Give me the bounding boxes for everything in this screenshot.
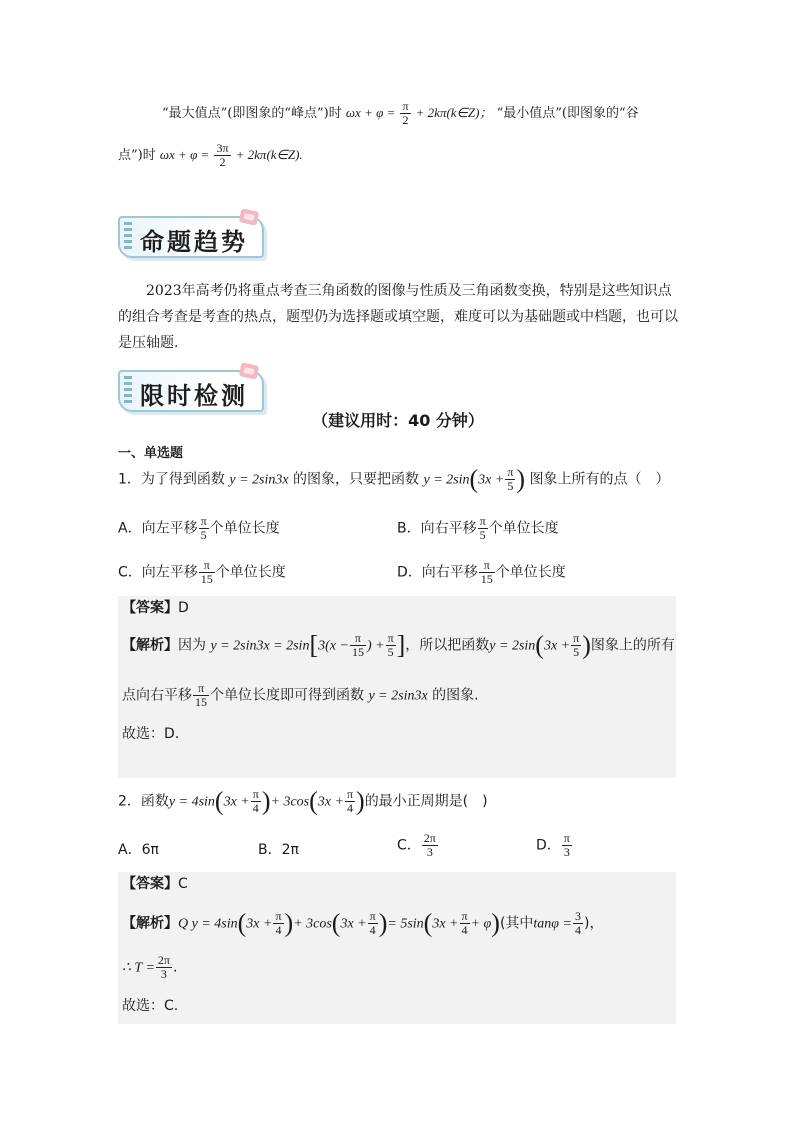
- q2-answer-box: [118, 872, 676, 1024]
- q2-option-d[interactable]: D． $\frac{\pi}{3}$: [536, 831, 570, 859]
- intro-text: 点”)时: [118, 148, 156, 163]
- q1-answer: 【答案】D: [122, 600, 189, 616]
- intro-math: ωx + φ =: [159, 147, 210, 162]
- q1-option-b[interactable]: B．向右平移 $\frac{\pi}{5}$ 个单位长度: [397, 514, 559, 542]
- q1-option-c[interactable]: C．向左平移 $\frac{\pi}{15}$ 个单位长度: [118, 558, 286, 586]
- question-2-stem: 2．函数y = 4sin(3x + $\frac{\pi}{4}$ )+ 3cos(3x + $\frac{\pi}{4}$ )的最小正周期是( ): [118, 786, 488, 816]
- q2-option-b[interactable]: B．2π: [258, 842, 299, 858]
- q1-analysis-line-2: 点向右平移 $\frac{\pi}{15}$ 个单位长度即可得到函数 y = 2sin3x 的图象.: [122, 681, 479, 709]
- intro-math: + 2kπ(k∈Z).: [235, 147, 303, 162]
- intro-fraction: $\frac{\pi}{2}$: [402, 99, 409, 127]
- q1-option-a[interactable]: A．向左平移 $\frac{\pi}{5}$ 个单位长度: [118, 514, 280, 542]
- banner-title: 命题趋势: [140, 228, 248, 256]
- q1-answer-box: [118, 596, 676, 778]
- intro-line-2: [118, 142, 678, 169]
- intro-math: ωx + φ =: [345, 105, 396, 120]
- q2-analysis-line-2: ∴ T = $\frac{2\pi}{3}$ .: [122, 953, 178, 981]
- section-banner-trend: [118, 210, 268, 262]
- trend-paragraph: 2023年高考仍将重点考查三角函数的图像与性质及三角函数变换，特别是这些知识点的组合考查是考查的热点，题型仍为选择题或填空题，难度可以为基础题或中档题，也可以是压轴题.: [118, 283, 678, 351]
- q1-analysis-line-1: 【解析】因为 y = 2sin3x = 2sin[3(x − $\frac{\pi}{15}$ ) + $\frac{\pi}{5}$ ]，所以把函数y = 2sin(3x + $\frac{\pi}{5}$ )图象上的所有: [122, 630, 675, 660]
- intro-text: “最大值点”(即图象的“峰点”)时: [162, 106, 342, 121]
- intro-text: “最小值点”(即图象的“谷: [496, 106, 639, 121]
- intro-math: + 2kπ(k∈Z)；: [415, 105, 493, 120]
- q2-answer: 【答案】C: [122, 876, 188, 892]
- q2-option-a[interactable]: A．6π: [118, 842, 159, 858]
- banner-title: 限时检测: [140, 382, 248, 410]
- banner-stripe: [124, 376, 132, 406]
- intro-fraction: $\frac{3\pi}{2}$: [216, 141, 229, 169]
- q2-conclusion: 故选：C.: [122, 998, 179, 1014]
- q1-option-d[interactable]: D．向右平移 $\frac{\pi}{15}$ 个单位长度: [397, 558, 566, 586]
- q2-analysis-line-1: 【解析】Q y = 4sin(3x + $\frac{\pi}{4}$ )+ 3cos(3x + $\frac{\pi}{4}$ )= 5sin(3x + $\frac{\pi}{4}$ + φ)(其中tanφ = $\frac{3}{4}$ )，: [122, 908, 604, 938]
- time-hint: （建议用时：40 分钟）: [312, 411, 484, 430]
- q1-conclusion: 故选：D.: [122, 726, 180, 742]
- q2-option-c[interactable]: C． $\frac{2\pi}{3}$: [397, 831, 436, 859]
- intro-line-1: [118, 100, 678, 127]
- section-title: 一、单选题: [118, 446, 184, 461]
- question-1-stem: 1．为了得到函数 y = 2sin3x 的图象，只要把函数 y = 2sin(3x + $\frac{\pi}{5}$ ) 图象上所有的点（ ）: [118, 464, 670, 494]
- banner-stripe: [124, 222, 132, 252]
